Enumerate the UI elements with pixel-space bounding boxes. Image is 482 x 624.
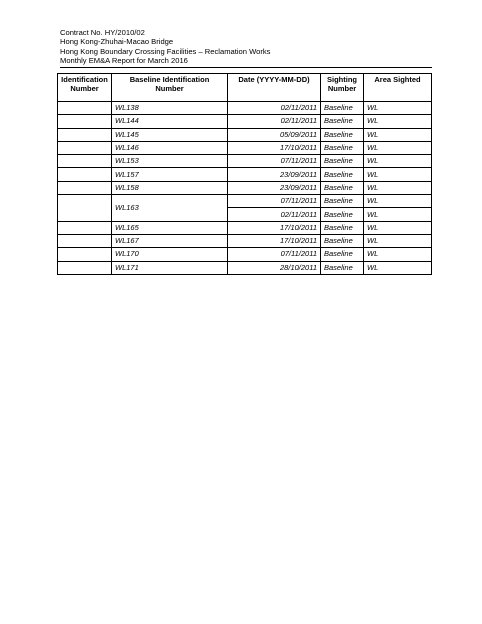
table-row <box>58 168 432 181</box>
sighting-cell: Baseline <box>321 208 364 221</box>
table-row <box>58 155 432 168</box>
sighting-cell: Baseline <box>321 168 364 181</box>
date-cell: 07/11/2011 <box>228 248 321 261</box>
area-cell: WL <box>364 261 432 274</box>
date-cell: 28/10/2011 <box>228 261 321 274</box>
sighting-cell: Baseline <box>321 141 364 154</box>
sighting-cell: Baseline <box>321 261 364 274</box>
area-cell: WL <box>364 155 432 168</box>
sighting-cell: Baseline <box>321 155 364 168</box>
table-row <box>58 261 432 274</box>
col-header-baseline-id: Baseline Identification Number <box>112 74 228 102</box>
area-cell: WL <box>364 141 432 154</box>
date-cell: 05/09/2011 <box>228 128 321 141</box>
sighting-cell: Baseline <box>321 115 364 128</box>
col-header-date: Date (YYYY-MM-DD) <box>228 74 321 102</box>
table-row <box>58 195 432 208</box>
date-cell: 17/10/2011 <box>228 221 321 234</box>
sighting-cell: Baseline <box>321 181 364 194</box>
sighting-cell: Baseline <box>321 234 364 247</box>
area-cell: WL <box>364 181 432 194</box>
date-cell: 02/11/2011 <box>228 208 321 221</box>
area-cell: WL <box>364 168 432 181</box>
table-row <box>58 102 432 115</box>
table-row <box>58 141 432 154</box>
col-header-sighting: Sighting Number <box>321 74 364 102</box>
sightings-table <box>57 73 432 275</box>
sighting-cell: Baseline <box>321 102 364 115</box>
area-cell: WL <box>364 115 432 128</box>
sighting-cell: Baseline <box>321 221 364 234</box>
area-cell: WL <box>364 234 432 247</box>
table-row <box>58 248 432 261</box>
sighting-cell: Baseline <box>321 248 364 261</box>
date-cell: 02/11/2011 <box>228 115 321 128</box>
identification-cell <box>58 102 112 115</box>
col-header-area: Area Sighted <box>364 74 432 102</box>
contract-number: Contract No. HY/2010/02 <box>60 28 145 37</box>
date-cell: 07/11/2011 <box>228 155 321 168</box>
area-cell: WL <box>364 208 432 221</box>
identification-cell <box>58 261 112 274</box>
area-cell: WL <box>364 221 432 234</box>
baseline-id-cell: WL146 <box>112 141 228 154</box>
baseline-id-cell: WL138 <box>112 102 228 115</box>
col-header-identification: Identification Number <box>58 74 112 102</box>
identification-cell <box>58 155 112 168</box>
project-name: Hong Kong-Zhuhai-Macao Bridge <box>60 37 174 47</box>
identification-cell <box>58 115 112 128</box>
works-name: Hong Kong Boundary Crossing Facilities – Reclamation Works <box>60 46 271 56</box>
baseline-id-cell: WL157 <box>112 168 228 181</box>
baseline-id-cell: WL171 <box>112 261 228 274</box>
identification-cell <box>58 128 112 141</box>
identification-cell <box>58 221 112 234</box>
area-cell: WL <box>364 248 432 261</box>
date-cell: 02/11/2011 <box>228 102 321 115</box>
identification-cell <box>58 168 112 181</box>
baseline-id-cell: WL144 <box>112 115 228 128</box>
baseline-id-cell: WL153 <box>112 155 228 168</box>
baseline-id-cell: WL163 <box>112 195 228 222</box>
baseline-id-cell: WL167 <box>112 234 228 247</box>
baseline-id-cell: WL170 <box>112 248 228 261</box>
date-cell: 23/09/2011 <box>228 181 321 194</box>
sighting-cell: Baseline <box>321 195 364 208</box>
document-header <box>60 28 270 66</box>
table-row <box>58 181 432 194</box>
date-cell: 17/10/2011 <box>228 234 321 247</box>
header-rule <box>60 67 432 68</box>
baseline-id-cell: WL165 <box>112 221 228 234</box>
date-cell: 23/09/2011 <box>228 168 321 181</box>
date-cell: 07/11/2011 <box>228 195 321 208</box>
table-row <box>58 221 432 234</box>
area-cell: WL <box>364 128 432 141</box>
identification-cell <box>58 195 112 222</box>
baseline-id-cell: WL158 <box>112 181 228 194</box>
baseline-id-cell: WL145 <box>112 128 228 141</box>
identification-cell <box>58 141 112 154</box>
area-cell: WL <box>364 195 432 208</box>
table-header-row <box>58 74 432 102</box>
identification-cell <box>58 181 112 194</box>
identification-cell <box>58 234 112 247</box>
area-cell: WL <box>364 102 432 115</box>
sighting-cell: Baseline <box>321 128 364 141</box>
identification-cell <box>58 248 112 261</box>
report-title: Monthly EM&A Report for March 2016 <box>60 56 188 66</box>
table-row <box>58 128 432 141</box>
table-row <box>58 115 432 128</box>
date-cell: 17/10/2011 <box>228 141 321 154</box>
table-row <box>58 234 432 247</box>
